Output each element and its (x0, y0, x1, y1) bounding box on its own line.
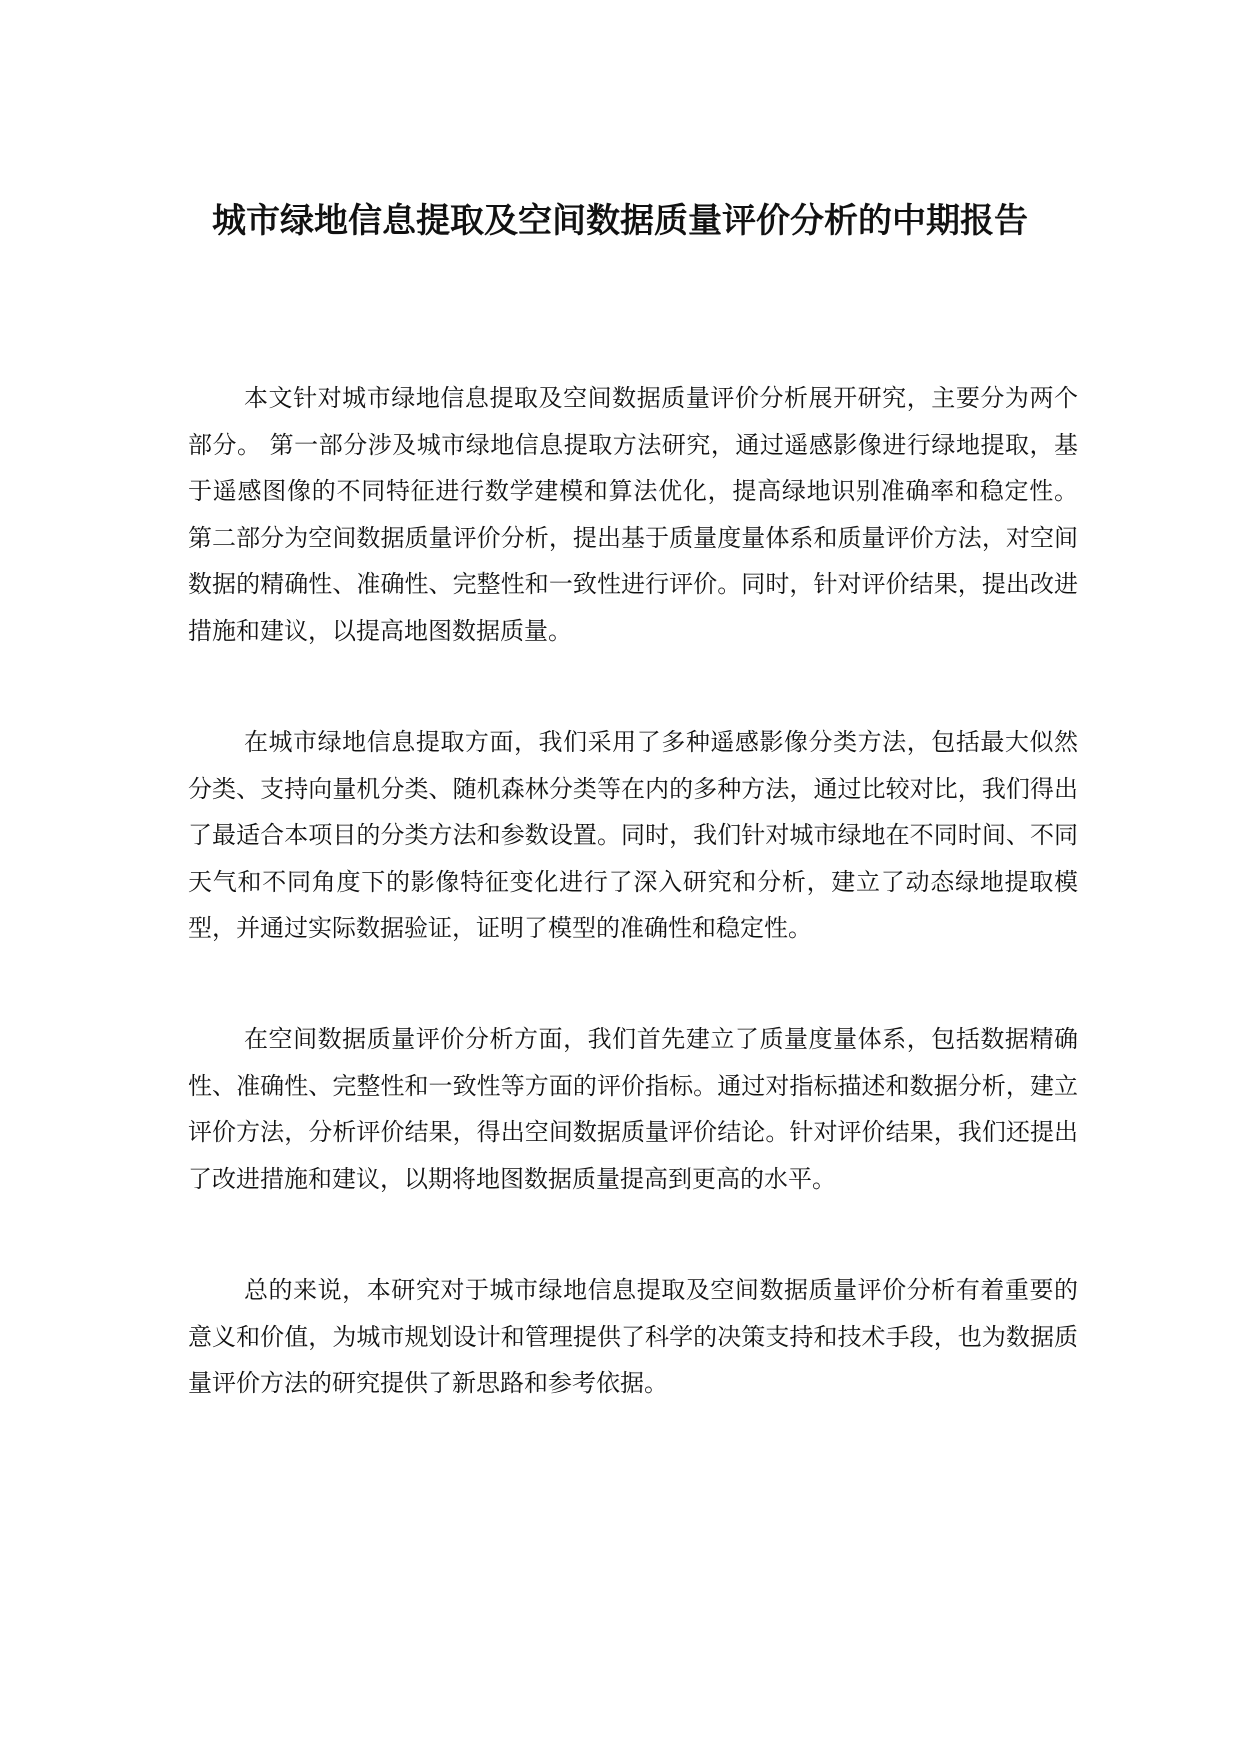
document-title: 城市绿地信息提取及空间数据质量评价分析的中期报告 (212, 201, 1028, 241)
paragraph-4: 总的来说，本研究对于城市绿地信息提取及空间数据质量评价分析有着重要的意义和价值，为城市规划设计和管理提供了科学的决策支持和技术手段，也为数据质量评价方法的研究提供了新思路和参考依据。 (188, 1276, 1078, 1397)
paragraph-2: 在城市绿地信息提取方面，我们采用了多种遥感影像分类方法，包括最大似然分类、支持向量机分类、随机森林分类等在内的多种方法，通过比较对比，我们得出了最适合本项目的分类方法和参数设置。同时，我们针对城市绿地在不同时间、不同天气和不同角度下的影像特征变化进行了深入研究和分析，建立了动态绿地提取模型，并通过实际数据验证，证明了模型的准确性和稳定性。 (188, 728, 1078, 942)
paragraph-3: 在空间数据质量评价分析方面，我们首先建立了质量度量体系，包括数据精确性、准确性、完整性和一致性等方面的评价指标。通过对指标描述和数据分析，建立评价方法，分析评价结果，得出空间数据质量评价结论。针对评价结果，我们还提出了改进措施和建议，以期将地图数据质量提高到更高的水平。 (188, 1025, 1078, 1193)
paragraph-1: 本文针对城市绿地信息提取及空间数据质量评价分析展开研究，主要分为两个部分。 第一部分涉及城市绿地信息提取方法研究，通过遥感影像进行绿地提取，基于遥感图像的不同特征进行数学建模和算法优化，提高绿地识别准确率和稳定性。 第二部分为空间数据质量评价分析，提出基于质量度量体系和质量评价方法，对空间数据的精确性、准确性、完整性和一致性进行评价。同时，针对评价结果，提出改进措施和建议，以提高地图数据质量。 (188, 384, 1078, 645)
